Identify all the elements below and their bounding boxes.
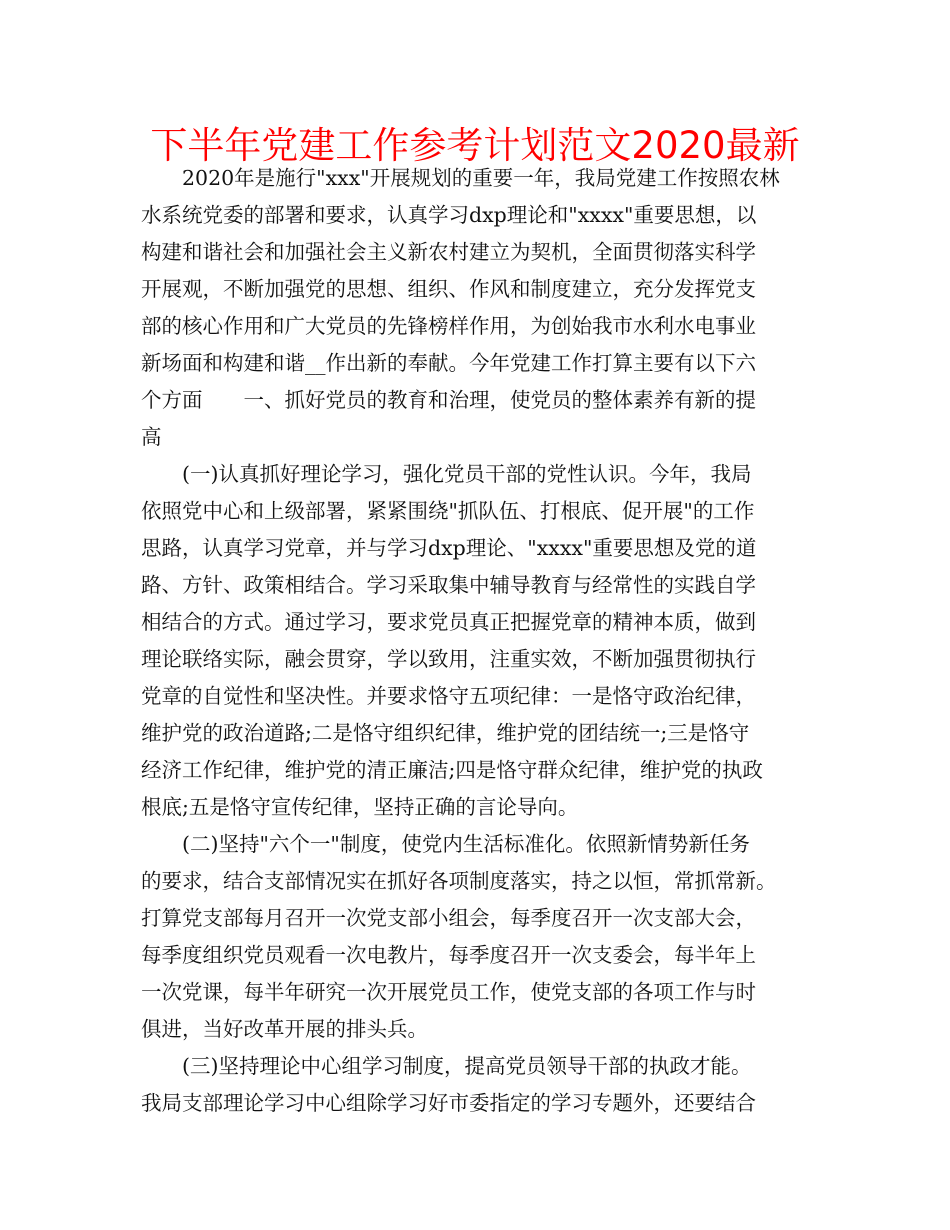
text-line: 新场面和构建和谐__作出新的奉献。今年党建工作打算主要有以下六 — [141, 351, 756, 375]
document-title: 下半年党建工作参考计划范文2020最新 — [150, 124, 800, 167]
text-line: 开展观，不断加强党的思想、组织、作风和制度建立，充分发挥党支 — [141, 277, 756, 301]
text-line: 打算党支部每月召开一次党支部小组会，每季度召开一次支部大会， — [141, 906, 756, 930]
text-line: 依照党中心和上级部署，紧紧围绕"抓队伍、打根底、促开展"的工作 — [141, 499, 755, 523]
text-line: 个方面 一、抓好党员的教育和治理，使党员的整体素养有新的提 — [141, 388, 756, 412]
paragraph-section-2 — [141, 826, 821, 1048]
text-line: (三)坚持理论中心组学习制度，提高党员领导干部的执政才能。 — [182, 1054, 752, 1078]
text-line: (二)坚持"六个一"制度，使党内生活标准化。依照新情势新任务 — [182, 832, 750, 856]
paragraph-intro — [141, 160, 821, 456]
text-line: 经济工作纪律，维护党的清正廉洁;四是恪守群众纪律，维护党的执政 — [141, 758, 763, 782]
text-line: 的要求，结合支部情况实在抓好各项制度落实，持之以恒，常抓常新。 — [141, 869, 777, 893]
text-line: 2020年是施行"xxx"开展规划的重要一年，我局党建工作按照农林 — [182, 166, 780, 190]
text-line: 我局支部理论学习中心组除学习好市委指定的学习专题外，还要结合 — [141, 1091, 756, 1115]
text-line: 水系统党委的部署和要求，认真学习dxp理论和"xxxx"重要思想，以 — [141, 203, 757, 227]
text-line: 党章的自觉性和坚决性。并要求恪守五项纪律：一是恪守政治纪律， — [141, 684, 756, 708]
paragraph-section-3 — [141, 1048, 821, 1122]
text-line: 高 — [141, 425, 162, 449]
text-line: 思路，认真学习党章，并与学习dxp理论、"xxxx"重要思想及党的道 — [141, 536, 757, 560]
text-line: 相结合的方式。通过学习，要求党员真正把握党章的精神本质，做到 — [141, 610, 756, 634]
text-line: 一次党课，每半年研究一次开展党员工作，使党支部的各项工作与时 — [141, 980, 756, 1004]
text-line: 构建和谐社会和加强社会主义新农村建立为契机，全面贯彻落实科学 — [141, 240, 756, 264]
text-line: 路、方针、政策相结合。学习采取集中辅导教育与经常性的实践自学 — [141, 573, 756, 597]
text-line: 理论联络实际，融会贯穿，学以致用，注重实效，不断加强贯彻执行 — [141, 647, 756, 671]
text-line: 部的核心作用和广大党员的先锋榜样作用，为创始我市水利水电事业 — [141, 314, 756, 338]
text-line: 维护党的政治道路;二是恪守组织纪律，维护党的团结统一;三是恪守 — [141, 721, 750, 745]
text-line: 俱进，当好改革开展的排头兵。 — [141, 1017, 428, 1041]
paragraph-section-1 — [141, 456, 821, 826]
document-body — [141, 160, 821, 1122]
text-line: 根底;五是恪守宣传纪律，坚持正确的言论导向。 — [141, 795, 579, 819]
text-line: 每季度组织党员观看一次电教片，每季度召开一次支委会，每半年上 — [141, 943, 756, 967]
text-line: (一)认真抓好理论学习，强化党员干部的党性认识。今年，我局 — [182, 462, 752, 486]
